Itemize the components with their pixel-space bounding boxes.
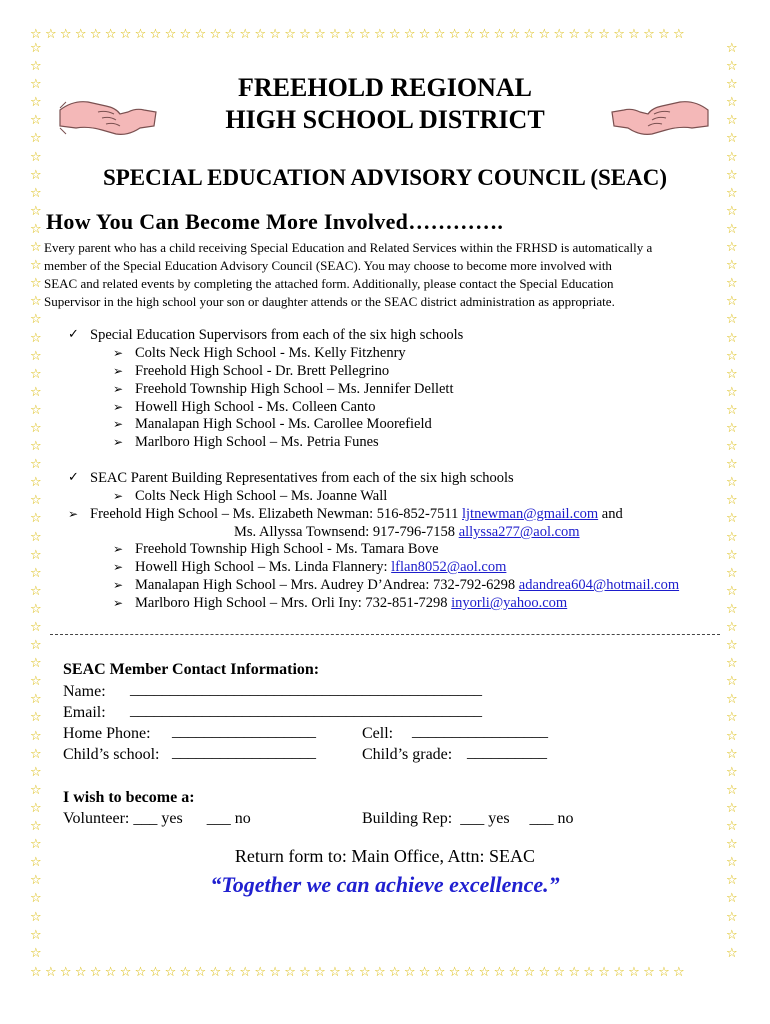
intro-line: SEAC and related events by completing the attached form. Additionally, please contact the Special Education	[44, 276, 614, 291]
star-outline-icon: ☆	[726, 312, 738, 328]
star-outline-icon: ☆	[30, 728, 42, 744]
star-outline-icon: ☆	[726, 149, 738, 165]
child-school-label: Child’s school:	[63, 746, 160, 763]
star-outline-icon: ☆	[726, 674, 738, 690]
star-outline-icon: ☆	[726, 728, 738, 744]
star-outline-icon: ☆	[30, 457, 42, 473]
list-item: ➢ Manalapan High School - Ms. Carollee Moorefield	[135, 416, 432, 433]
star-outline-icon: ☆	[726, 420, 738, 436]
star-outline-icon: ☆	[726, 927, 738, 943]
star-outline-icon: ☆	[726, 601, 738, 617]
star-outline-icon: ☆	[726, 294, 738, 310]
star-outline-icon: ☆	[30, 384, 42, 400]
star-outline-icon: ☆	[726, 77, 738, 93]
star-outline-icon: ☆	[30, 529, 42, 545]
star-outline-icon: ☆	[30, 420, 42, 436]
star-outline-icon: ☆	[726, 41, 738, 56]
cell-label: Cell:	[362, 725, 394, 742]
volunteer-option[interactable]: Volunteer: ___ yes ___ no	[63, 810, 251, 827]
star-outline-icon: ☆	[726, 402, 738, 418]
star-outline-icon: ☆	[30, 149, 42, 165]
star-outline-icon: ☆	[726, 59, 738, 75]
star-outline-icon: ☆	[30, 294, 42, 310]
star-outline-icon: ☆	[726, 348, 738, 364]
building-rep-option[interactable]: Building Rep: ___ yes ___ no	[362, 810, 574, 827]
star-outline-icon: ☆	[30, 131, 42, 147]
email-label: Email:	[63, 704, 106, 721]
list-item: ➢ Colts Neck High School - Ms. Kelly Fitzhenry	[135, 345, 406, 362]
star-outline-icon: ☆	[726, 764, 738, 780]
star-outline-icon: ☆	[30, 439, 42, 455]
star-outline-icon: ☆	[30, 565, 42, 581]
star-outline-icon: ☆	[726, 457, 738, 473]
home-phone-label: Home Phone:	[63, 725, 151, 742]
star-border-bottom: ☆☆☆☆☆☆☆☆☆☆☆☆☆☆☆☆☆☆☆☆☆☆☆☆☆☆☆☆☆☆☆☆☆☆☆☆☆☆☆☆☆☆☆☆	[30, 965, 688, 980]
name-label: Name:	[63, 683, 106, 700]
star-outline-icon: ☆	[30, 312, 42, 328]
email-field[interactable]: ____________________________________________	[130, 702, 482, 719]
star-outline-icon: ☆	[30, 710, 42, 726]
list-item	[135, 577, 679, 594]
star-outline-icon: ☆	[726, 384, 738, 400]
star-outline-icon: ☆	[726, 945, 738, 961]
star-outline-icon: ☆	[30, 547, 42, 563]
star-outline-icon: ☆	[30, 583, 42, 599]
form-heading: SEAC Member Contact Information:	[63, 661, 320, 678]
list-item: ➢ Freehold Township High School - Ms. Tamara Bove	[135, 541, 439, 558]
star-outline-icon: ☆	[30, 746, 42, 762]
cell-field[interactable]: _________________	[412, 723, 548, 740]
star-outline-icon: ☆	[30, 185, 42, 201]
star-outline-icon: ☆	[726, 95, 738, 111]
star-outline-icon: ☆	[30, 402, 42, 418]
star-outline-icon: ☆	[30, 945, 42, 961]
supervisors-heading: ✓ Special Education Supervisors from each of the six high schools	[90, 327, 463, 344]
star-outline-icon: ☆	[30, 873, 42, 889]
star-outline-icon: ☆	[726, 855, 738, 871]
child-grade-label: Child’s grade:	[362, 746, 453, 763]
star-outline-icon: ☆	[726, 547, 738, 563]
star-outline-icon: ☆	[726, 439, 738, 455]
intro-line: Supervisor in the high school your son or daughter attends or the SEAC district administration as appropriate.	[44, 294, 615, 309]
star-outline-icon: ☆	[726, 692, 738, 708]
star-outline-icon: ☆	[726, 221, 738, 237]
star-outline-icon: ☆	[30, 692, 42, 708]
star-outline-icon: ☆	[726, 167, 738, 183]
email-link[interactable]: ljtnewman@gmail.com	[461, 506, 599, 522]
cut-line-divider	[50, 634, 720, 635]
district-title	[0, 72, 770, 136]
star-outline-icon: ☆	[726, 276, 738, 292]
star-outline-icon: ☆	[726, 493, 738, 509]
star-outline-icon: ☆	[726, 710, 738, 726]
star-outline-icon: ☆	[726, 565, 738, 581]
motto: “Together we can achieve excellence.”	[210, 872, 560, 897]
star-outline-icon: ☆	[30, 366, 42, 382]
star-outline-icon: ☆	[726, 891, 738, 907]
star-outline-icon: ☆	[726, 909, 738, 925]
list-item	[135, 559, 506, 576]
star-outline-icon: ☆	[726, 475, 738, 491]
star-outline-icon: ☆	[30, 203, 42, 219]
list-item	[90, 506, 623, 523]
list-item	[135, 595, 567, 612]
star-outline-icon: ☆	[30, 511, 42, 527]
star-outline-icon: ☆	[726, 258, 738, 274]
star-outline-icon: ☆	[30, 41, 42, 56]
email-link[interactable]: lflan8052@aol.com	[391, 559, 507, 575]
rep-text: Freehold High School – Ms. Elizabeth Newman: 516-852-7511	[90, 506, 462, 522]
star-outline-icon: ☆	[726, 837, 738, 853]
rep-text: Marlboro High School – Mrs. Orli Iny: 732-851-7298	[135, 595, 452, 611]
return-instructions: Return form to: Main Office, Attn: SEAC	[234, 846, 536, 866]
district-line-1: FREEHOLD REGIONAL	[238, 73, 532, 102]
email-link[interactable]: allyssa277@aol.com	[458, 524, 580, 540]
star-outline-icon: ☆	[726, 240, 738, 256]
star-outline-icon: ☆	[30, 348, 42, 364]
star-outline-icon: ☆	[30, 638, 42, 654]
star-outline-icon: ☆	[30, 837, 42, 853]
email-link[interactable]: adandrea604@hotmail.com	[518, 577, 680, 593]
star-outline-icon: ☆	[30, 330, 42, 346]
star-outline-icon: ☆	[726, 366, 738, 382]
star-outline-icon: ☆	[30, 167, 42, 183]
rep-text: and	[598, 506, 623, 522]
star-outline-icon: ☆	[726, 113, 738, 129]
star-outline-icon: ☆	[30, 601, 42, 617]
star-outline-icon: ☆	[30, 656, 42, 672]
star-outline-icon: ☆	[30, 891, 42, 907]
involved-heading: How You Can Become More Involved………….	[46, 209, 504, 234]
star-outline-icon: ☆	[30, 819, 42, 835]
intro-line: Every parent who has a child receiving Special Education and Related Services within the FRHSD is automatically a	[44, 240, 653, 255]
star-outline-icon: ☆	[726, 511, 738, 527]
star-outline-icon: ☆	[30, 909, 42, 925]
star-outline-icon: ☆	[30, 276, 42, 292]
star-outline-icon: ☆	[30, 59, 42, 75]
list-item: ➢ Marlboro High School – Ms. Petria Funes	[135, 434, 379, 451]
star-outline-icon: ☆	[30, 855, 42, 871]
star-outline-icon: ☆	[30, 764, 42, 780]
reps-heading: ✓ SEAC Parent Building Representatives from each of the six high schools	[90, 470, 514, 487]
intro-line: member of the Special Education Advisory Council (SEAC). You may choose to become more involved with	[44, 258, 612, 273]
list-item: ➢ Freehold Township High School – Ms. Jennifer Dellett	[135, 381, 454, 398]
star-outline-icon: ☆	[726, 656, 738, 672]
star-outline-icon: ☆	[30, 782, 42, 798]
council-title: SPECIAL EDUCATION ADVISORY COUNCIL (SEAC)	[102, 165, 668, 190]
list-item	[234, 524, 580, 541]
child-grade-field[interactable]: __________	[467, 744, 547, 761]
star-outline-icon: ☆	[726, 330, 738, 346]
intro-paragraph	[44, 239, 724, 311]
star-outline-icon: ☆	[30, 240, 42, 256]
star-outline-icon: ☆	[726, 529, 738, 545]
star-outline-icon: ☆	[30, 927, 42, 943]
star-outline-icon: ☆	[30, 77, 42, 93]
star-outline-icon: ☆	[30, 493, 42, 509]
home-phone-field[interactable]: __________________	[172, 723, 316, 740]
star-outline-icon: ☆	[30, 674, 42, 690]
star-outline-icon: ☆	[30, 113, 42, 129]
name-field[interactable]: ____________________________________________	[130, 681, 482, 698]
star-outline-icon: ☆	[726, 203, 738, 219]
rep-text: Manalapan High School – Mrs. Audrey D’Andrea: 732-792-6298	[135, 577, 519, 593]
star-outline-icon: ☆	[726, 583, 738, 599]
star-outline-icon: ☆	[726, 638, 738, 654]
child-school-field[interactable]: __________________	[172, 744, 316, 761]
star-outline-icon: ☆	[726, 782, 738, 798]
district-line-2: HIGH SCHOOL DISTRICT	[225, 105, 545, 134]
star-outline-icon: ☆	[726, 800, 738, 816]
email-link[interactable]: inyorli@yahoo.com	[451, 595, 568, 611]
star-outline-icon: ☆	[30, 95, 42, 111]
star-outline-icon: ☆	[726, 620, 738, 635]
star-outline-icon: ☆	[30, 221, 42, 237]
star-outline-icon: ☆	[726, 873, 738, 889]
star-outline-icon: ☆	[726, 185, 738, 201]
star-outline-icon: ☆	[30, 475, 42, 491]
star-border-top: ☆☆☆☆☆☆☆☆☆☆☆☆☆☆☆☆☆☆☆☆☆☆☆☆☆☆☆☆☆☆☆☆☆☆☆☆☆☆☆☆☆☆☆☆	[30, 27, 688, 42]
wish-heading: I wish to become a:	[63, 789, 195, 806]
rep-text: Ms. Allyssa Townsend: 917-796-7158	[234, 524, 459, 540]
star-outline-icon: ☆	[30, 258, 42, 274]
star-outline-icon: ☆	[726, 746, 738, 762]
star-outline-icon: ☆	[726, 819, 738, 835]
list-item: ➢ Freehold High School - Dr. Brett Pellegrino	[135, 363, 389, 380]
star-outline-icon: ☆	[30, 620, 42, 635]
rep-text: Howell High School – Ms. Linda Flannery:	[135, 559, 392, 575]
star-outline-icon: ☆	[30, 800, 42, 816]
star-outline-icon: ☆	[726, 131, 738, 147]
list-item: ➢ Colts Neck High School – Ms. Joanne Wall	[135, 488, 387, 505]
list-item: ➢ Howell High School - Ms. Colleen Canto	[135, 399, 375, 416]
